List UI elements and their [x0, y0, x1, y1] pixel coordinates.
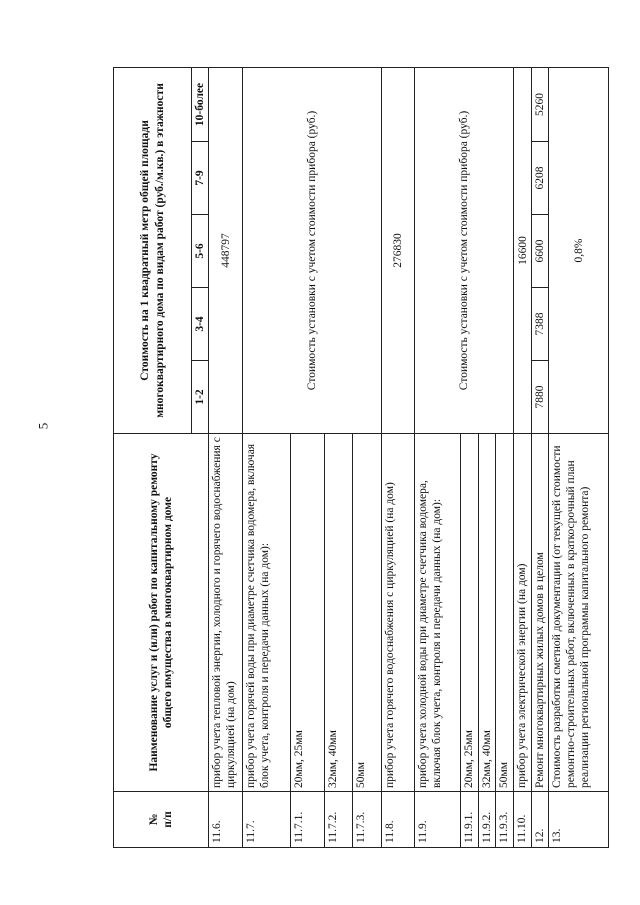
row-number: 13. [549, 792, 609, 848]
table-row [209, 67, 243, 847]
row-number: 12. [532, 792, 549, 848]
row-number: 11.9.1. [461, 792, 479, 848]
row-name: 20мм, 25мм [291, 434, 325, 792]
row-value: 6208 [532, 142, 549, 215]
row-name: прибор учета тепловой энергии, холодного и горячего водоснабжения с циркуляцией (на дом) [209, 434, 243, 792]
row-name: Стоимость разработки сметной документации (от текущей стоимости ремонтно-строительных работ, включенных в краткосрочный план реализации региональной программы капитального ремонта) [549, 434, 609, 792]
row-value: 6600 [532, 215, 549, 288]
row-number: 11.7.1. [291, 792, 325, 848]
merged-note: Стоимость установки с учетом стоимости прибора (руб.) [415, 67, 514, 433]
row-name: прибор учета горячей воды при диаметре счетчика водомера, включая блок учета, контроля и передачи данных (на дом): [243, 434, 291, 792]
row-number: 11.9.3. [496, 792, 514, 848]
row-number: 11.7. [243, 792, 291, 848]
table-row [415, 67, 461, 847]
table-row [243, 67, 291, 847]
col-name-header: Наименование услуг и (или) работ по капитальному ремонту общего имущества в многоквартирном доме [114, 434, 209, 792]
row-value: 7880 [532, 361, 549, 434]
col-num-header: № п/п [114, 792, 209, 848]
row-name: прибор учета холодной воды при диаметре счетчика водомера, включая блок учета, контроля и передачи данных (на дом): [415, 434, 461, 792]
row-value: 5260 [532, 67, 549, 141]
row-name: 32мм, 40мм [479, 434, 496, 792]
row-name: Ремонт многоквартирных жилых домов в целом [532, 434, 549, 792]
table-row [514, 67, 532, 847]
col-cost-header: Стоимость на 1 квадратный метр общей площади многоквартирного дома по видам работ (руб./м.кв.) в этажности [114, 67, 192, 433]
row-number: 11.7.3. [353, 792, 382, 848]
table-row [382, 67, 415, 847]
table-row [549, 67, 609, 847]
row-value: 448797 [209, 67, 243, 433]
floor-header: 10-более [192, 67, 209, 141]
row-number: 11.9.2. [479, 792, 496, 848]
row-number: 11.6. [209, 792, 243, 848]
row-value: 16600 [514, 67, 532, 433]
row-value: 0,8% [549, 67, 609, 433]
merged-note: Стоимость установки с учетом стоимости прибора (руб.) [243, 67, 382, 433]
row-number: 11.9. [415, 792, 461, 848]
row-value: 7388 [532, 288, 549, 361]
row-number: 11.7.2. [325, 792, 353, 848]
row-name: 50мм [353, 434, 382, 792]
row-name: 50мм [496, 434, 514, 792]
row-name: прибор учета электрической энергии (на дом) [514, 434, 532, 792]
row-name: 20мм, 25мм [461, 434, 479, 792]
row-value: 276830 [382, 67, 415, 433]
row-name: 32мм, 40мм [325, 434, 353, 792]
floor-header: 7-9 [192, 142, 209, 215]
page-number: 5 [35, 422, 51, 430]
row-name: прибор учета горячего водоснабжения с циркуляцией (на дом) [382, 434, 415, 792]
row-number: 11.10. [514, 792, 532, 848]
rotated-document [113, 68, 592, 848]
floor-header: 5-6 [192, 215, 209, 288]
table-row [532, 67, 549, 847]
cost-table [113, 67, 609, 848]
row-number: 11.8. [382, 792, 415, 848]
floor-header: 3-4 [192, 288, 209, 361]
floor-header: 1-2 [192, 361, 209, 434]
